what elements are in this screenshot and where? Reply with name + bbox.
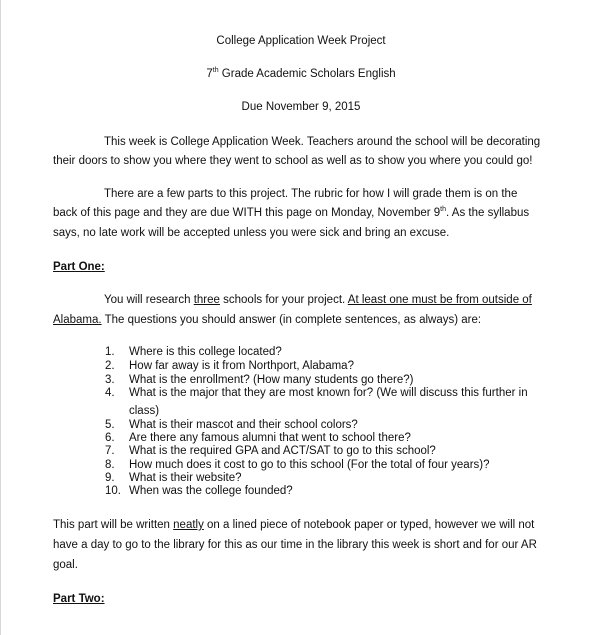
p1-l2-alabama: Alabama. <box>53 314 102 326</box>
part-one-heading: Part One: <box>53 261 105 273</box>
grade-number: 7 <box>206 68 213 80</box>
part-two-heading: Part Two: <box>53 593 105 605</box>
p1-l1-three: three <box>193 294 220 306</box>
class-subtitle <box>1 68 600 80</box>
intro-p1-line2: their doors to show you where they went to school as well as to show you where you could go! <box>53 155 533 167</box>
due-date: Due November 9, 2015 <box>241 101 361 113</box>
part-one-after-line3: goal. <box>53 559 78 571</box>
intro-p2-line2 <box>53 207 529 219</box>
grade-rest: Grade Academic Scholars English <box>218 68 396 80</box>
intro-p1-line1: This week is College Application Week. Teachers around the school will be decorating <box>104 136 541 148</box>
after-neatly: neatly <box>173 519 204 531</box>
part-one-line2 <box>53 314 481 326</box>
after-a: This part will be written <box>53 519 174 531</box>
list-text: What is their mascot and their school colors? <box>129 419 358 431</box>
list-number: 1. <box>105 346 115 358</box>
list-text: class) <box>129 405 160 417</box>
list-text: What is the enrollment? (How many students go there?) <box>129 374 414 386</box>
intro-p2-line1: There are a few parts to this project. The rubric for how I will grade them is on the <box>104 188 518 200</box>
intro-p2-line2-sup: th <box>440 206 447 214</box>
p1-l1-outside: At least one must be from outside of <box>347 294 532 306</box>
grade-superscript: th <box>212 67 219 75</box>
part-one-after-line2: have a day to go to the library for this as our time in the library this week is short and for our AR <box>53 539 537 551</box>
document-title: College Application Week Project <box>216 35 386 47</box>
after-b: on a lined piece of notebook paper or typed, however we will not <box>203 519 535 531</box>
list-text: When was the college founded? <box>129 485 293 497</box>
list-number: 5. <box>105 419 115 431</box>
list-text: What is the major that they are most known for? (We will discuss this further in <box>129 387 528 399</box>
list-number: 8. <box>105 459 115 471</box>
list-text: How much does it cost to go to this school (For the total of four years)? <box>129 459 490 471</box>
list-number: 2. <box>105 360 115 372</box>
list-text: What is their website? <box>129 472 242 484</box>
intro-p2-line3: says, no late work will be accepted unless you were sick and bring an excuse. <box>53 227 450 239</box>
list-text: How far away is it from Northport, Alabama? <box>129 360 354 372</box>
intro-p2-line2-text: back of this page and they are due WITH this page on Monday, November 9 <box>53 207 441 219</box>
list-number: 3. <box>105 374 115 386</box>
p1-l1-b: schools for your project. <box>219 294 348 306</box>
list-number: 6. <box>105 432 115 444</box>
p1-l1-a: You will research <box>104 294 194 306</box>
list-number: 9. <box>105 472 115 484</box>
intro-p2-line2-end: . As the syllabus <box>446 207 530 219</box>
p1-l2-b: The questions you should answer (in complete sentences, as always) are: <box>101 314 482 326</box>
list-text: What is the required GPA and ACT/SAT to go to this school? <box>129 445 436 457</box>
part-one-after-line1 <box>53 519 534 531</box>
list-number: 4. <box>105 387 115 399</box>
list-number: 7. <box>105 445 115 457</box>
list-text: Where is this college located? <box>129 346 282 358</box>
list-text: Are there any famous alumni that went to school there? <box>129 432 411 444</box>
part-one-line1 <box>104 294 532 306</box>
list-number: 10. <box>105 485 121 497</box>
